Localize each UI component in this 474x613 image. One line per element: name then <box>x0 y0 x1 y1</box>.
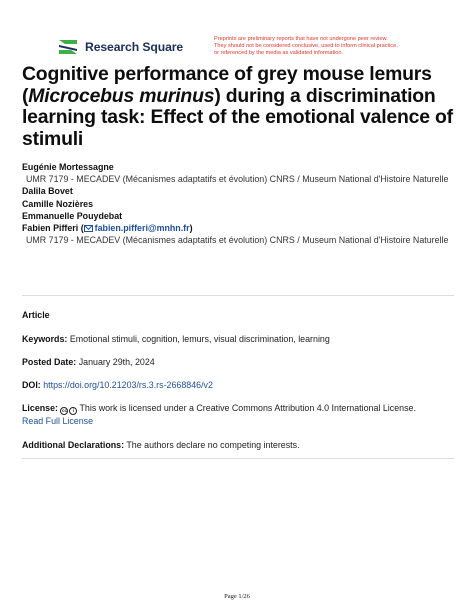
read-full-license-link[interactable]: Read Full License <box>22 416 94 426</box>
disclaimer-line: Preprints are preliminary reports that have not undergone peer review. <box>214 36 388 42</box>
declarations-row <box>22 439 462 451</box>
section-divider <box>22 295 454 296</box>
declarations-value: The authors declare no competing interests. <box>126 440 300 450</box>
logo-text: Research Square <box>85 40 184 54</box>
research-square-logo[interactable] <box>57 38 183 56</box>
posted-date-value: January 29th, 2024 <box>78 357 155 367</box>
keywords-value: Emotional stimuli, cognition, lemurs, visual discrimination, learning <box>69 334 330 344</box>
email-paren-close: ) <box>189 223 193 234</box>
author-name: Camille Nozières <box>22 198 94 209</box>
disclaimer-line: or referenced by the media as validated information. <box>214 50 344 56</box>
page-number: Page 1/26 <box>224 593 250 600</box>
title-species: Microcebus murinus <box>28 84 215 107</box>
author-name: Fabien Pifferi <box>22 223 79 234</box>
author-name: Dalila Bovet <box>22 186 73 197</box>
author-name: Eugénie Mortessagne <box>22 162 114 172</box>
license-text: This work is licensed under a Creative Commons Attribution 4.0 International License. <box>79 403 416 413</box>
author-affiliation: UMR 7179 - MECADEV (Mécanismes adaptatifs et évolution) CNRS / Museum National d'Histoire Naturelle <box>26 174 449 185</box>
preprint-disclaimer <box>214 36 429 57</box>
cc-license-icons <box>60 407 77 415</box>
cc-by-icon: i <box>69 407 77 415</box>
section-divider <box>22 458 454 459</box>
envelope-icon <box>84 225 93 232</box>
keywords-label: Keywords: <box>22 334 68 344</box>
email-paren-open: ( <box>80 223 84 234</box>
declarations-label: Additional Declarations: <box>22 440 125 450</box>
disclaimer-line: They should not be considered conclusive, used to inform clinical practice, <box>214 43 398 49</box>
doi-row <box>22 379 462 391</box>
article-type <box>22 309 462 321</box>
doi-label: DOI: <box>22 380 41 390</box>
corresponding-author <box>22 222 462 234</box>
posted-date-row <box>22 356 462 368</box>
license-label: License: <box>22 403 59 413</box>
author-list <box>22 161 462 246</box>
paper-title <box>22 64 454 150</box>
author-affiliation: UMR 7179 - MECADEV (Mécanismes adaptatifs et évolution) CNRS / Museum National d'Histoire Naturelle <box>26 235 449 246</box>
research-square-logo-icon <box>57 38 79 56</box>
author-name: Emmanuelle Pouydebat <box>22 210 123 221</box>
title-part-1: Cognitive performance of grey mouse lemurs ( <box>22 63 432 107</box>
keywords-row <box>22 333 462 345</box>
title-part-2: ) during a discrimination learning task: Effect of the emotional valence of stimuli <box>22 84 453 150</box>
author-email-link[interactable]: fabien.pifferi@mnhn.fr <box>94 223 190 234</box>
cc-icon: cc <box>61 408 67 413</box>
license-row <box>22 402 462 427</box>
doi-link[interactable]: https://doi.org/10.21203/rs.3.rs-2668846/v2 <box>43 380 213 390</box>
posted-date-label: Posted Date: <box>22 357 77 367</box>
article-type-value: Article <box>22 310 50 320</box>
